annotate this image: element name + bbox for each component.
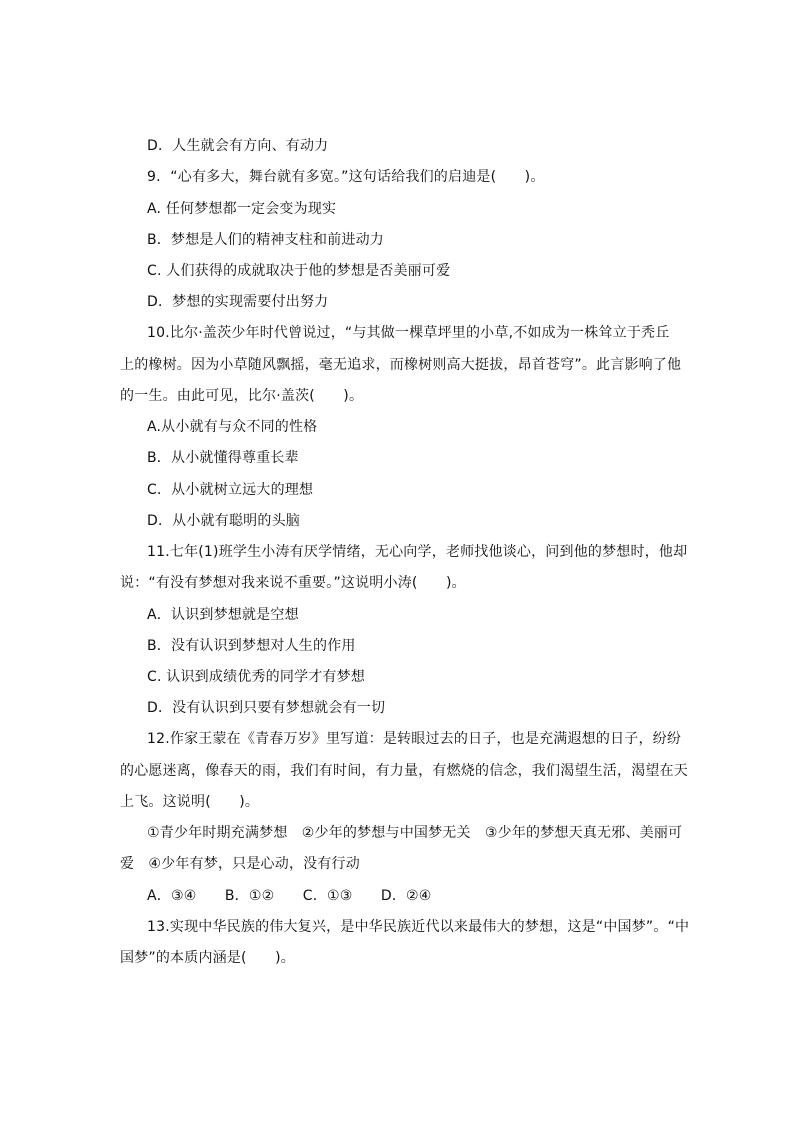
question-text: 上的橡树。因为小草随风飘摇，毫无追求，而橡树则高大挺拔，昂首苍穹”。此言影响了他: [120, 357, 682, 373]
question-text: 12.作家王蒙在《青春万岁》里写道：是转眼过去的日子，也是充满遐想的日子，纷纷: [147, 731, 682, 747]
option-text: A．③④ B．①② C．①③ D．②④: [147, 888, 432, 904]
option-text: D．从小就有聪明的头脑: [147, 513, 300, 529]
option-text: B．从小就懂得尊重长辈: [147, 450, 299, 466]
option-text: A.从小就有与众不同的性格: [147, 419, 318, 435]
question-text: 国梦”的本质内涵是( )。: [120, 950, 295, 966]
option-text: C. 人们获得的成就取决于他的梦想是否美丽可爱: [147, 263, 451, 279]
question-text: 10.比尔·盖茨少年时代曾说过，“与其做一棵草坪里的小草,不如成为一株耸立于秃丘: [147, 325, 670, 341]
question-text: 9．“心有多大，舞台就有多宽。”这句话给我们的启迪是( )。: [147, 169, 545, 185]
question-text: 的一生。由此可见，比尔·盖茨( )。: [120, 388, 364, 404]
question-text: 上飞。这说明( )。: [120, 794, 260, 810]
option-text: C．从小就树立远大的理想: [147, 482, 314, 498]
option-text: B．没有认识到梦想对人生的作用: [147, 638, 356, 654]
option-text: A．认识到梦想就是空想: [147, 607, 299, 623]
question-text: 的心愿迷离，像春天的雨，我们有时间，有力量，有燃烧的信念，我们渴望生活，渴望在天: [120, 763, 688, 779]
statement-text: ①青少年时期充满梦想 ②少年的梦想与中国梦无关 ③少年的梦想天真无邪、美丽可: [147, 825, 683, 841]
option-text: D．人生就会有方向、有动力: [147, 138, 329, 154]
statement-text: 爱 ④少年有梦，只是心动，没有行动: [120, 856, 360, 872]
question-text: 13.实现中华民族的伟大复兴，是中华民族近代以来最伟大的梦想，这是“中国梦”。“中: [147, 919, 690, 935]
option-text: C. 认识到成绩优秀的同学才有梦想: [147, 669, 366, 685]
option-text: A. 任何梦想都一定会变为现实: [147, 201, 337, 217]
option-text: D．梦想的实现需要付出努力: [147, 294, 329, 310]
question-text: 说：“有没有梦想对我来说不重要。”这说明小涛( )。: [120, 575, 466, 591]
question-text: 11.七年(1)班学生小涛有厌学情绪，无心向学，老师找他谈心，问到他的梦想时，他却: [147, 544, 688, 560]
option-text: B．梦想是人们的精神支柱和前进动力: [147, 232, 385, 248]
option-text: D．没有认识到只要有梦想就会有一切: [147, 700, 386, 716]
